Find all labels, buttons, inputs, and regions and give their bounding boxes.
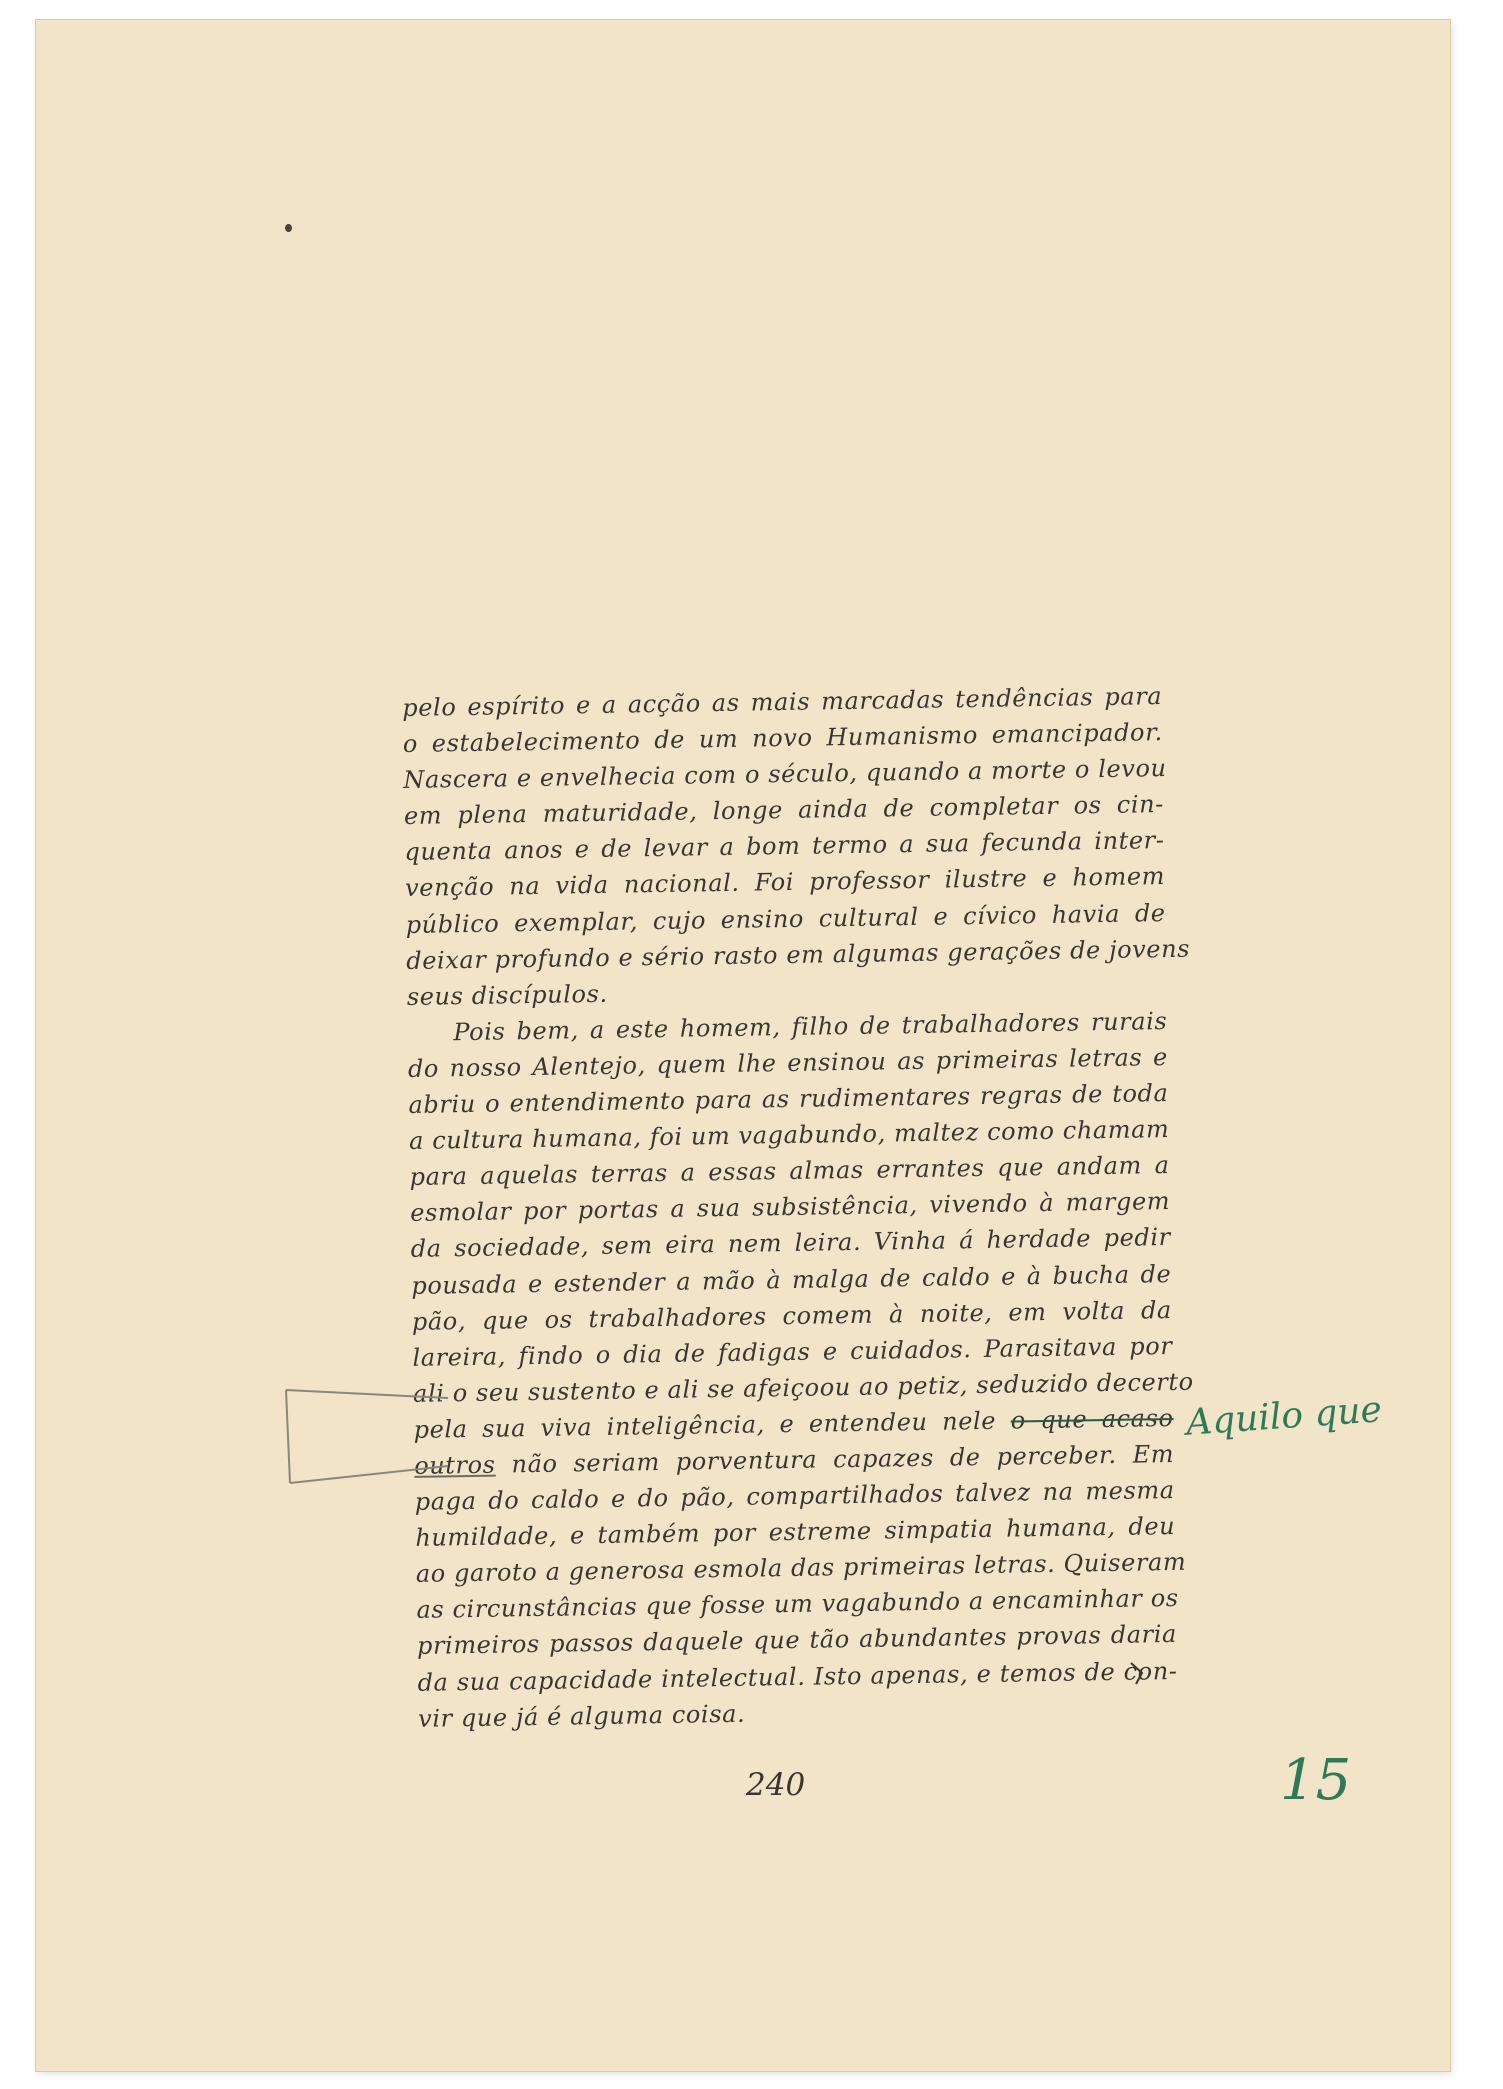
text-line: Pois bem, a este homem, filho de trabalhadores rurais	[453, 1006, 1168, 1047]
handwritten-insertion: Aquilo que	[1184, 1389, 1384, 1444]
text-line: vir que já é alguma coisa.	[417, 1699, 746, 1733]
text-line: as circunstâncias que fosse um vagabundo a encaminhar os	[416, 1584, 1179, 1625]
text-line: público exemplar, cujo ensino cultural e cívico havia de	[405, 898, 1166, 939]
underlined-word: outros	[413, 1450, 496, 1480]
text-line: quenta anos e de levar a bom termo a sua fecunda inter-	[404, 826, 1165, 867]
document-page	[36, 20, 1450, 2071]
text-line: venção na vida nacional. Foi professor ilustre e homem	[404, 862, 1166, 903]
pencil-marks	[36, 20, 1450, 2071]
text-line: pelo espírito e a acção as mais marcadas tendências para	[402, 682, 1163, 722]
text-line: da sua capacidade intelectual. Isto apenas, e temos de con-	[417, 1656, 1178, 1697]
text-line: seus discípulos.	[406, 979, 608, 1011]
text-line: paga do caldo e do pão, compartilhados talvez na mesma	[414, 1476, 1175, 1516]
text-fragment: não seriam porventura capazes de perceber. Em	[495, 1439, 1175, 1479]
text-line: a cultura humana, foi um vagabundo, maltez como chamam	[408, 1115, 1170, 1156]
text-line: deixar profundo e sério rasto em algumas gerações de jovens	[406, 934, 1191, 975]
text-line: humildade, e também por estreme simpatia humana, deu	[415, 1512, 1176, 1553]
text-line: Nascera e envelhecia com o século, quando a morte o levou	[403, 754, 1167, 795]
text-line: abriu o entendimento para as rudimentares regras de toda	[408, 1079, 1169, 1119]
text-line: ao garoto a generosa esmola das primeiras letras. Quiseram	[415, 1548, 1187, 1589]
handwritten-sheet-number: 15	[1280, 1748, 1352, 1813]
text-line: primeiros passos daquele que tão abundantes provas daria	[416, 1620, 1178, 1661]
text-line: o estabelecimento de um novo Humanismo emancipador.	[402, 718, 1163, 759]
text-line: da sociedade, sem eira nem leira. Vinha á herdade pedir	[410, 1223, 1171, 1264]
text-fragment: pela sua viva inteligência, e entendeu nele	[413, 1406, 997, 1444]
struck-text: o que acaso	[1010, 1403, 1174, 1435]
page-number: 240	[746, 1767, 806, 1803]
ink-tick	[1131, 1663, 1142, 1684]
text-line: do nosso Alentejo, quem lhe ensinou as primeiras letras e	[407, 1042, 1169, 1083]
text-line: pousada e estender a mão à malga de caldo e à bucha de	[411, 1259, 1172, 1300]
text-line: pão, que os trabalhadores comem à noite, em volta da	[411, 1295, 1173, 1336]
text-line: lareira, findo o dia de fadigas e cuidados. Parasitava por	[412, 1331, 1173, 1372]
text-line: para aquelas terras a essas almas errantes que andam a	[409, 1151, 1170, 1192]
text-line: esmolar por portas a sua subsistência, vivendo à margem	[409, 1187, 1171, 1228]
text-line: ali o seu sustento e ali se afeiçoou ao petiz, seduzido decerto	[412, 1367, 1194, 1408]
text-line: em plena maturidade, longe ainda de completar os cin-	[403, 790, 1165, 831]
pencil-bracket	[286, 1390, 448, 1483]
